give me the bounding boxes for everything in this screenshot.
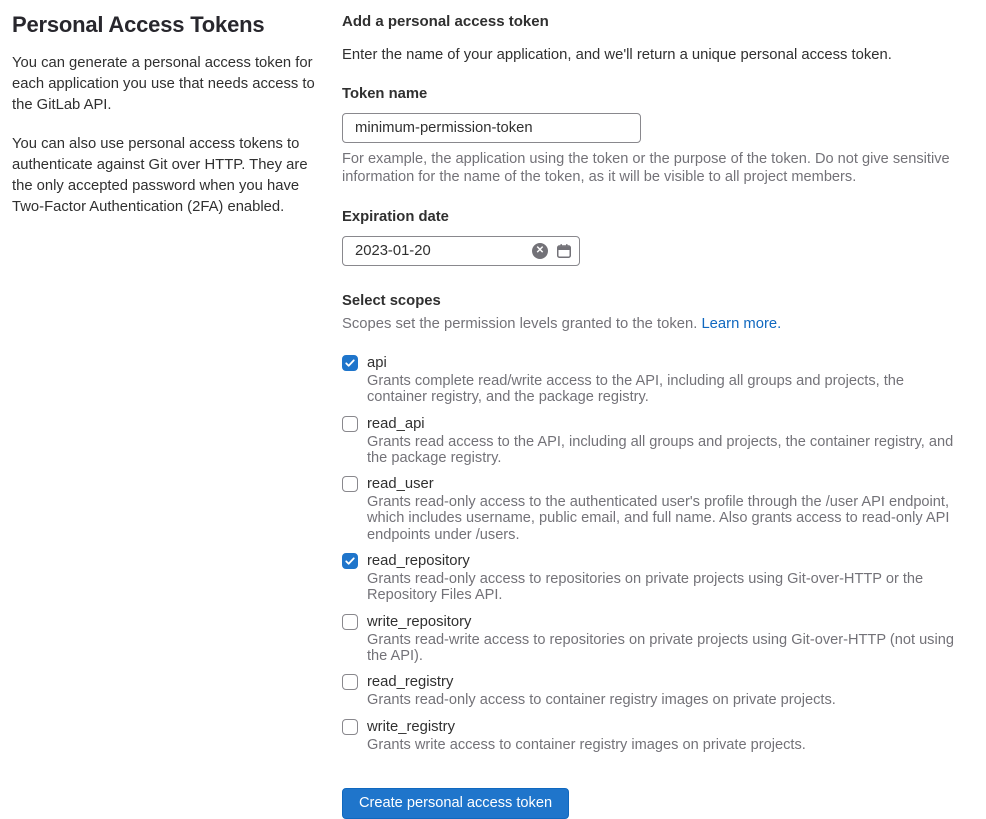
scope-checkbox-read-repository[interactable]	[342, 553, 358, 569]
page-description-2: You can also use personal access tokens to authenticate against Git over HTTP. They are the only accepted password when you have Two-Factor Authentication (2FA) enabled.	[12, 136, 308, 215]
scope-item-read-registry	[342, 672, 962, 708]
scope-list	[342, 353, 962, 753]
scope-description: Grants read-only access to the authenticated user's profile through the /user API endpoint, which includes username, public email, and full name. Also grants access to read-only API endpoints under /users.	[367, 494, 950, 543]
scope-description: Grants read access to the API, including all groups and projects, the container registry, and the package registry.	[367, 433, 954, 466]
scopes-hint-text: Scopes set the permission levels granted to the token.	[342, 316, 702, 332]
scope-label[interactable]: write_repository	[367, 613, 472, 630]
add-token-form	[342, 10, 962, 819]
scope-label[interactable]: read_repository	[367, 553, 470, 570]
page-title: Personal Access Tokens	[12, 12, 265, 37]
scope-item-write-registry	[342, 717, 962, 753]
scope-checkbox-read-api[interactable]	[342, 416, 358, 432]
scope-description: Grants write access to container registry images on private projects.	[367, 736, 806, 753]
scope-label[interactable]: write_registry	[367, 718, 455, 735]
scope-item-write-repository	[342, 612, 962, 665]
scope-label[interactable]: read_api	[367, 415, 425, 432]
select-scopes-label: Select scopes	[342, 293, 441, 309]
scopes-hint	[342, 316, 962, 332]
page-description-1: You can generate a personal access token for each application you use that needs access to the GitLab API.	[12, 55, 315, 113]
scope-label[interactable]: read_registry	[367, 674, 454, 691]
token-name-input[interactable]	[342, 113, 641, 143]
scope-item-read-user	[342, 474, 962, 543]
create-token-button[interactable]: Create personal access token	[342, 788, 569, 819]
settings-section-info	[12, 10, 330, 819]
scope-item-api	[342, 353, 962, 406]
scope-description: Grants read-only access to container registry images on private projects.	[367, 692, 836, 709]
scope-label[interactable]: read_user	[367, 476, 434, 493]
form-subheading: Enter the name of your application, and we'll return a unique personal access token.	[342, 47, 892, 63]
expiration-date-label: Expiration date	[342, 209, 449, 225]
form-heading: Add a personal access token	[342, 13, 549, 30]
scope-label[interactable]: api	[367, 355, 387, 371]
scope-description: Grants read-only access to repositories on private projects using Git-over-HTTP or the Repository Files API.	[367, 571, 924, 604]
scope-checkbox-read-user[interactable]	[342, 476, 358, 492]
token-name-label: Token name	[342, 86, 428, 102]
token-name-help: For example, the application using the token or the purpose of the token. Do not give sensitive information for the name of the token, as it will be visible to all project members.	[342, 151, 950, 185]
expiration-date-field[interactable]	[342, 236, 580, 266]
scope-checkbox-api[interactable]	[342, 355, 358, 371]
scope-checkbox-write-repository[interactable]	[342, 614, 358, 630]
calendar-icon[interactable]	[556, 243, 572, 259]
clear-circle-icon[interactable]: ✕	[532, 243, 548, 259]
learn-more-link[interactable]: Learn more.	[701, 316, 782, 332]
scope-item-read-api	[342, 414, 962, 467]
scope-checkbox-write-registry[interactable]	[342, 719, 358, 735]
scope-description: Grants complete read/write access to the API, including all groups and projects, the container registry, and the package registry.	[367, 373, 905, 406]
expiration-date-input[interactable]	[355, 243, 532, 259]
scope-description: Grants read-write access to repositories on private projects using Git-over-HTTP (not using the API).	[367, 631, 954, 664]
scope-item-read-repository	[342, 551, 962, 604]
scope-checkbox-read-registry[interactable]	[342, 674, 358, 690]
